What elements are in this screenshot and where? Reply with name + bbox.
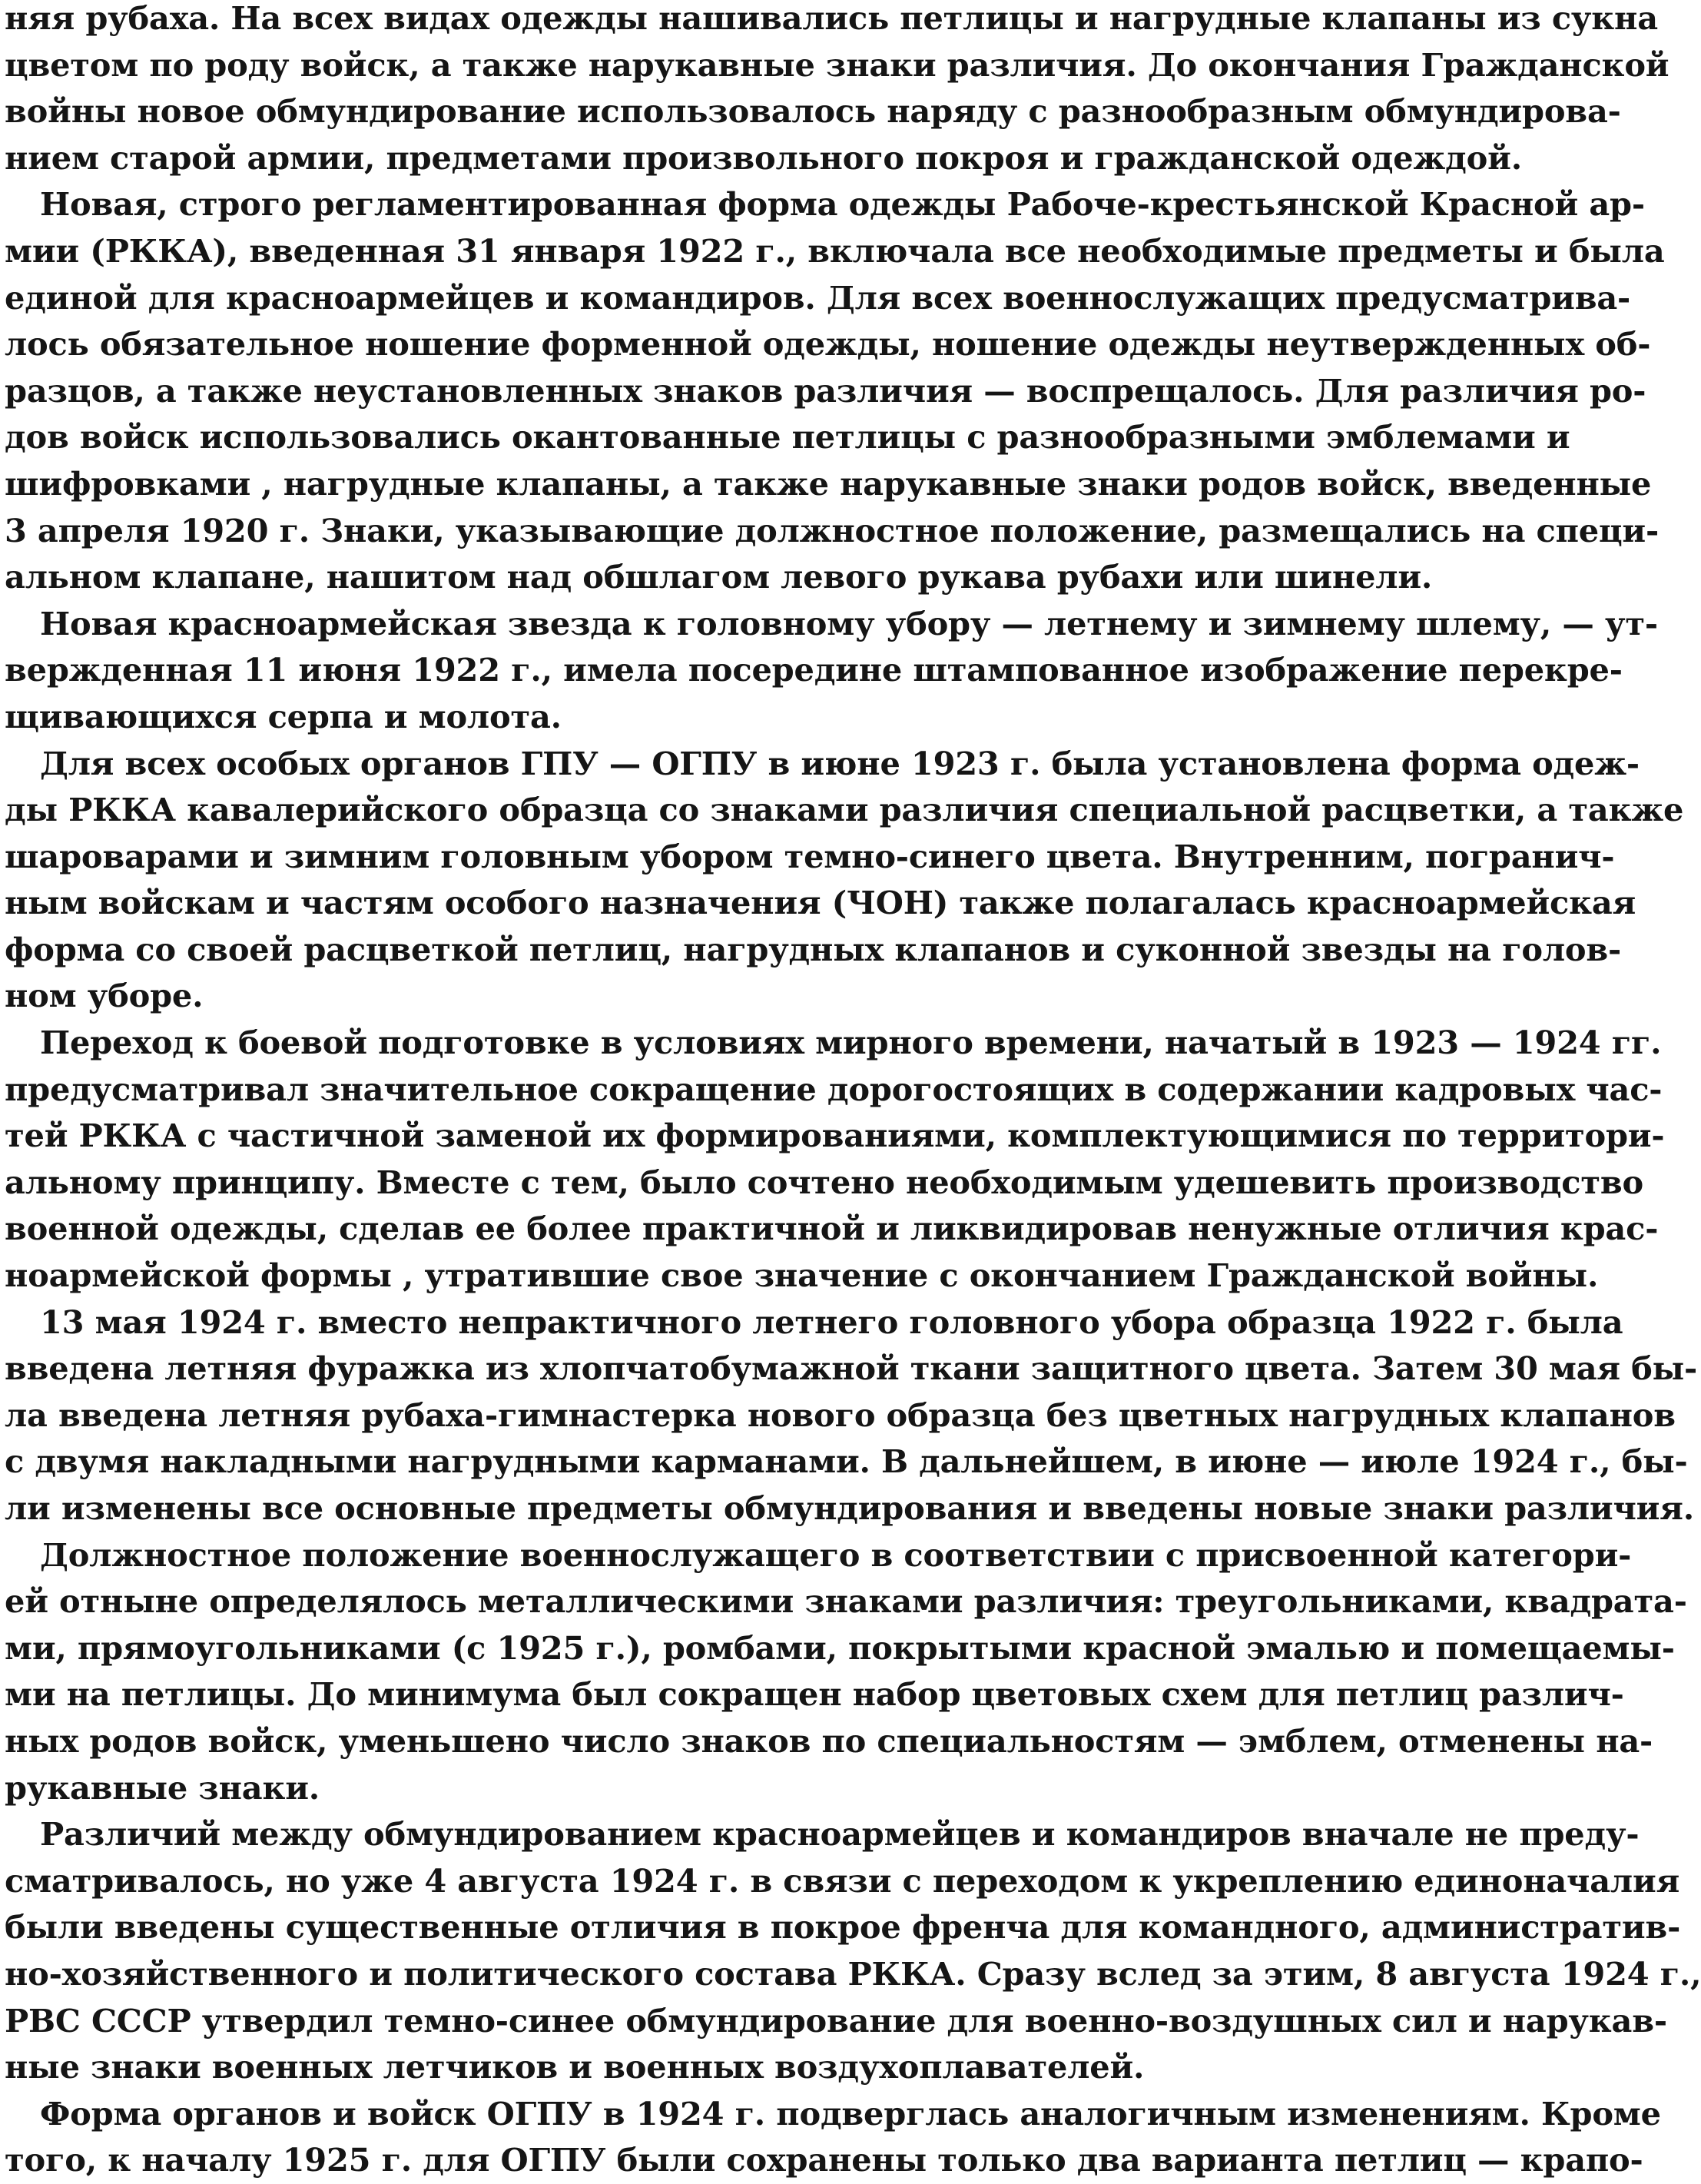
paragraph-5 bbox=[5, 1020, 1665, 1299]
text-line: рукавные знаки. bbox=[5, 1768, 320, 1807]
text-line: лось обязательное ношение форменной одежды, ношение одежды неутвержденных об- bbox=[5, 325, 1651, 363]
text-line: но-хозяйственного и политического состава РККА. Сразу вслед за этим, 8 августа 1924 г., bbox=[5, 1954, 1701, 1993]
text-line: Для всех особых органов ГПУ — ОГПУ в июне 1923 г. была установлена форма одеж- bbox=[40, 744, 1640, 782]
text-line: ла введена летняя рубаха-гимнастерка нового образца без цветных нагрудных клапанов bbox=[5, 1396, 1676, 1434]
text-line: ноармейской формы , утратившие свое значение с окончанием Гражданской войны. bbox=[5, 1256, 1599, 1295]
text-line: были введены существенные отличия в покрое френча для командного, административ- bbox=[5, 1908, 1681, 1947]
text-line: ные знаки военных летчиков и военных воздухоплавателей. bbox=[5, 2048, 1145, 2086]
text-line: Должностное положение военнослужащего в соответствии с присвоенной категори- bbox=[40, 1535, 1632, 1574]
body-text bbox=[5, 0, 1701, 2184]
text-line: форма со своей расцветкой петлиц, нагрудных клапанов и суконной звезды на голов- bbox=[5, 930, 1622, 968]
text-line: разцов, а также неустановленных знаков различия — воспрещалось. Для различия ро- bbox=[5, 371, 1646, 410]
text-line: тей РККА с частичной заменой их формированиями, комплектующимися по территори- bbox=[5, 1117, 1665, 1155]
text-line: шифровками , нагрудные клапаны, а также нарукавные знаки родов войск, введенные bbox=[5, 464, 1652, 503]
paragraph-8 bbox=[5, 1811, 1701, 2091]
text-line: 3 апреля 1920 г. Знаки, указывающие должностное положение, размещались на специ- bbox=[5, 511, 1660, 549]
text-line: с двумя накладными нагрудными карманами. В дальнейшем, в июне — июле 1924 г., бы- bbox=[5, 1442, 1688, 1481]
text-line: цветом по роду войск, а также нарукавные знаки различия. До окончания Гражданской bbox=[5, 45, 1670, 84]
text-line: ным войскам и частям особого назначения (ЧОН) также полагалась красноармейская bbox=[5, 884, 1636, 922]
text-line: Новая красноармейская звезда к головному убору — летнему и зимнему шлему, — ут- bbox=[40, 604, 1658, 642]
text-line: РВС СССР утвердил темно-синее обмундирование для военно-воздушных сил и нарукав- bbox=[5, 2001, 1667, 2040]
text-line: ном уборе. bbox=[5, 977, 204, 1015]
text-line: сматривалось, но уже 4 августа 1924 г. в связи с переходом к укреплению единоначалия bbox=[5, 1861, 1680, 1900]
text-line: шароварами и зимним головным убором темно-синего цвета. Внутренним, погранич- bbox=[5, 837, 1615, 875]
text-line: альном клапане, нашитом над обшлагом левого рукава рубахи или шинели. bbox=[5, 558, 1433, 596]
text-line: щивающихся серпа и молота. bbox=[5, 697, 562, 735]
text-line: предусматривал значительное сокращение дорогостоящих в содержании кадровых час- bbox=[5, 1070, 1663, 1108]
text-line: Новая, строго регламентированная форма одежды Рабоче-крестьянской Красной ар- bbox=[40, 185, 1645, 224]
paragraph-1 bbox=[5, 0, 1670, 181]
text-line: альному принципу. Вместе с тем, было сочтено необходимым удешевить производство bbox=[5, 1163, 1643, 1201]
text-line: Форма органов и войск ОГПУ в 1924 г. подверглась аналогичным изменениям. Кроме bbox=[40, 2094, 1661, 2133]
text-line: единой для красноармейцев и командиров. Для всех военнослужащих предусматрива- bbox=[5, 278, 1631, 317]
text-line: ей отныне определялось металлическими знаками различия: треугольниками, квадрата- bbox=[5, 1582, 1687, 1621]
text-line: военной одежды, сделав ее более практичной и ликвидировав ненужные отличия крас- bbox=[5, 1210, 1659, 1248]
text-line: нием старой армии, предметами произвольного покроя и гражданской одеждой. bbox=[5, 138, 1522, 177]
paragraph-7 bbox=[5, 1532, 1687, 1812]
text-line: дов войск использовались окантованные петлицы с разнообразными эмблемами и bbox=[5, 418, 1570, 456]
text-line: мии (РККА), введенная 31 января 1922 г., включала все необходимые предметы и была bbox=[5, 231, 1665, 270]
text-line: ды РККА кавалерийского образца со знаками различия специальной расцветки, а также bbox=[5, 791, 1684, 829]
paragraph-3 bbox=[5, 601, 1658, 741]
text-line: введена летняя фуражка из хлопчатобумажной ткани защитного цвета. Затем 30 мая бы- bbox=[5, 1349, 1698, 1388]
text-line: войны новое обмундирование использовалось наряду с разнообразным обмундирова- bbox=[5, 92, 1621, 131]
text-line: ми, прямоугольниками (с 1925 г.), ромбами, покрытыми красной эмалью и помещаемы- bbox=[5, 1628, 1675, 1667]
text-line: Переход к боевой подготовке в условиях мирного времени, начатый в 1923 — 1924 гг. bbox=[40, 1024, 1662, 1062]
text-line: ми на петлицы. До минимума был сокращен набор цветовых схем для петлиц различ- bbox=[5, 1675, 1624, 1714]
text-line: вержденная 11 июня 1922 г., имела посередине штампованное изображение перекре- bbox=[5, 651, 1623, 689]
text-line: ных родов войск, уменьшено число знаков по специальностям — эмблем, отменены на- bbox=[5, 1721, 1653, 1760]
paragraph-4 bbox=[5, 741, 1684, 1021]
text-line: 13 мая 1924 г. вместо непрактичного летнего головного убора образца 1922 г. была bbox=[40, 1303, 1623, 1341]
text-line: того, к началу 1925 г. для ОГПУ были сохранены только два варианта петлиц — крапо- bbox=[5, 2141, 1643, 2179]
paragraph-6 bbox=[5, 1299, 1698, 1532]
paragraph-2 bbox=[5, 181, 1665, 600]
text-line: няя рубаха. На всех видах одежды нашивались петлицы и нагрудные клапаны из сукна bbox=[5, 0, 1658, 37]
text-line: ли изменены все основные предметы обмундирования и введены новые знаки различия. bbox=[5, 1489, 1694, 1527]
text-line: Различий между обмундированием красноармейцев и командиров вначале не преду- bbox=[40, 1815, 1640, 1854]
paragraph-9 bbox=[5, 2091, 1661, 2184]
